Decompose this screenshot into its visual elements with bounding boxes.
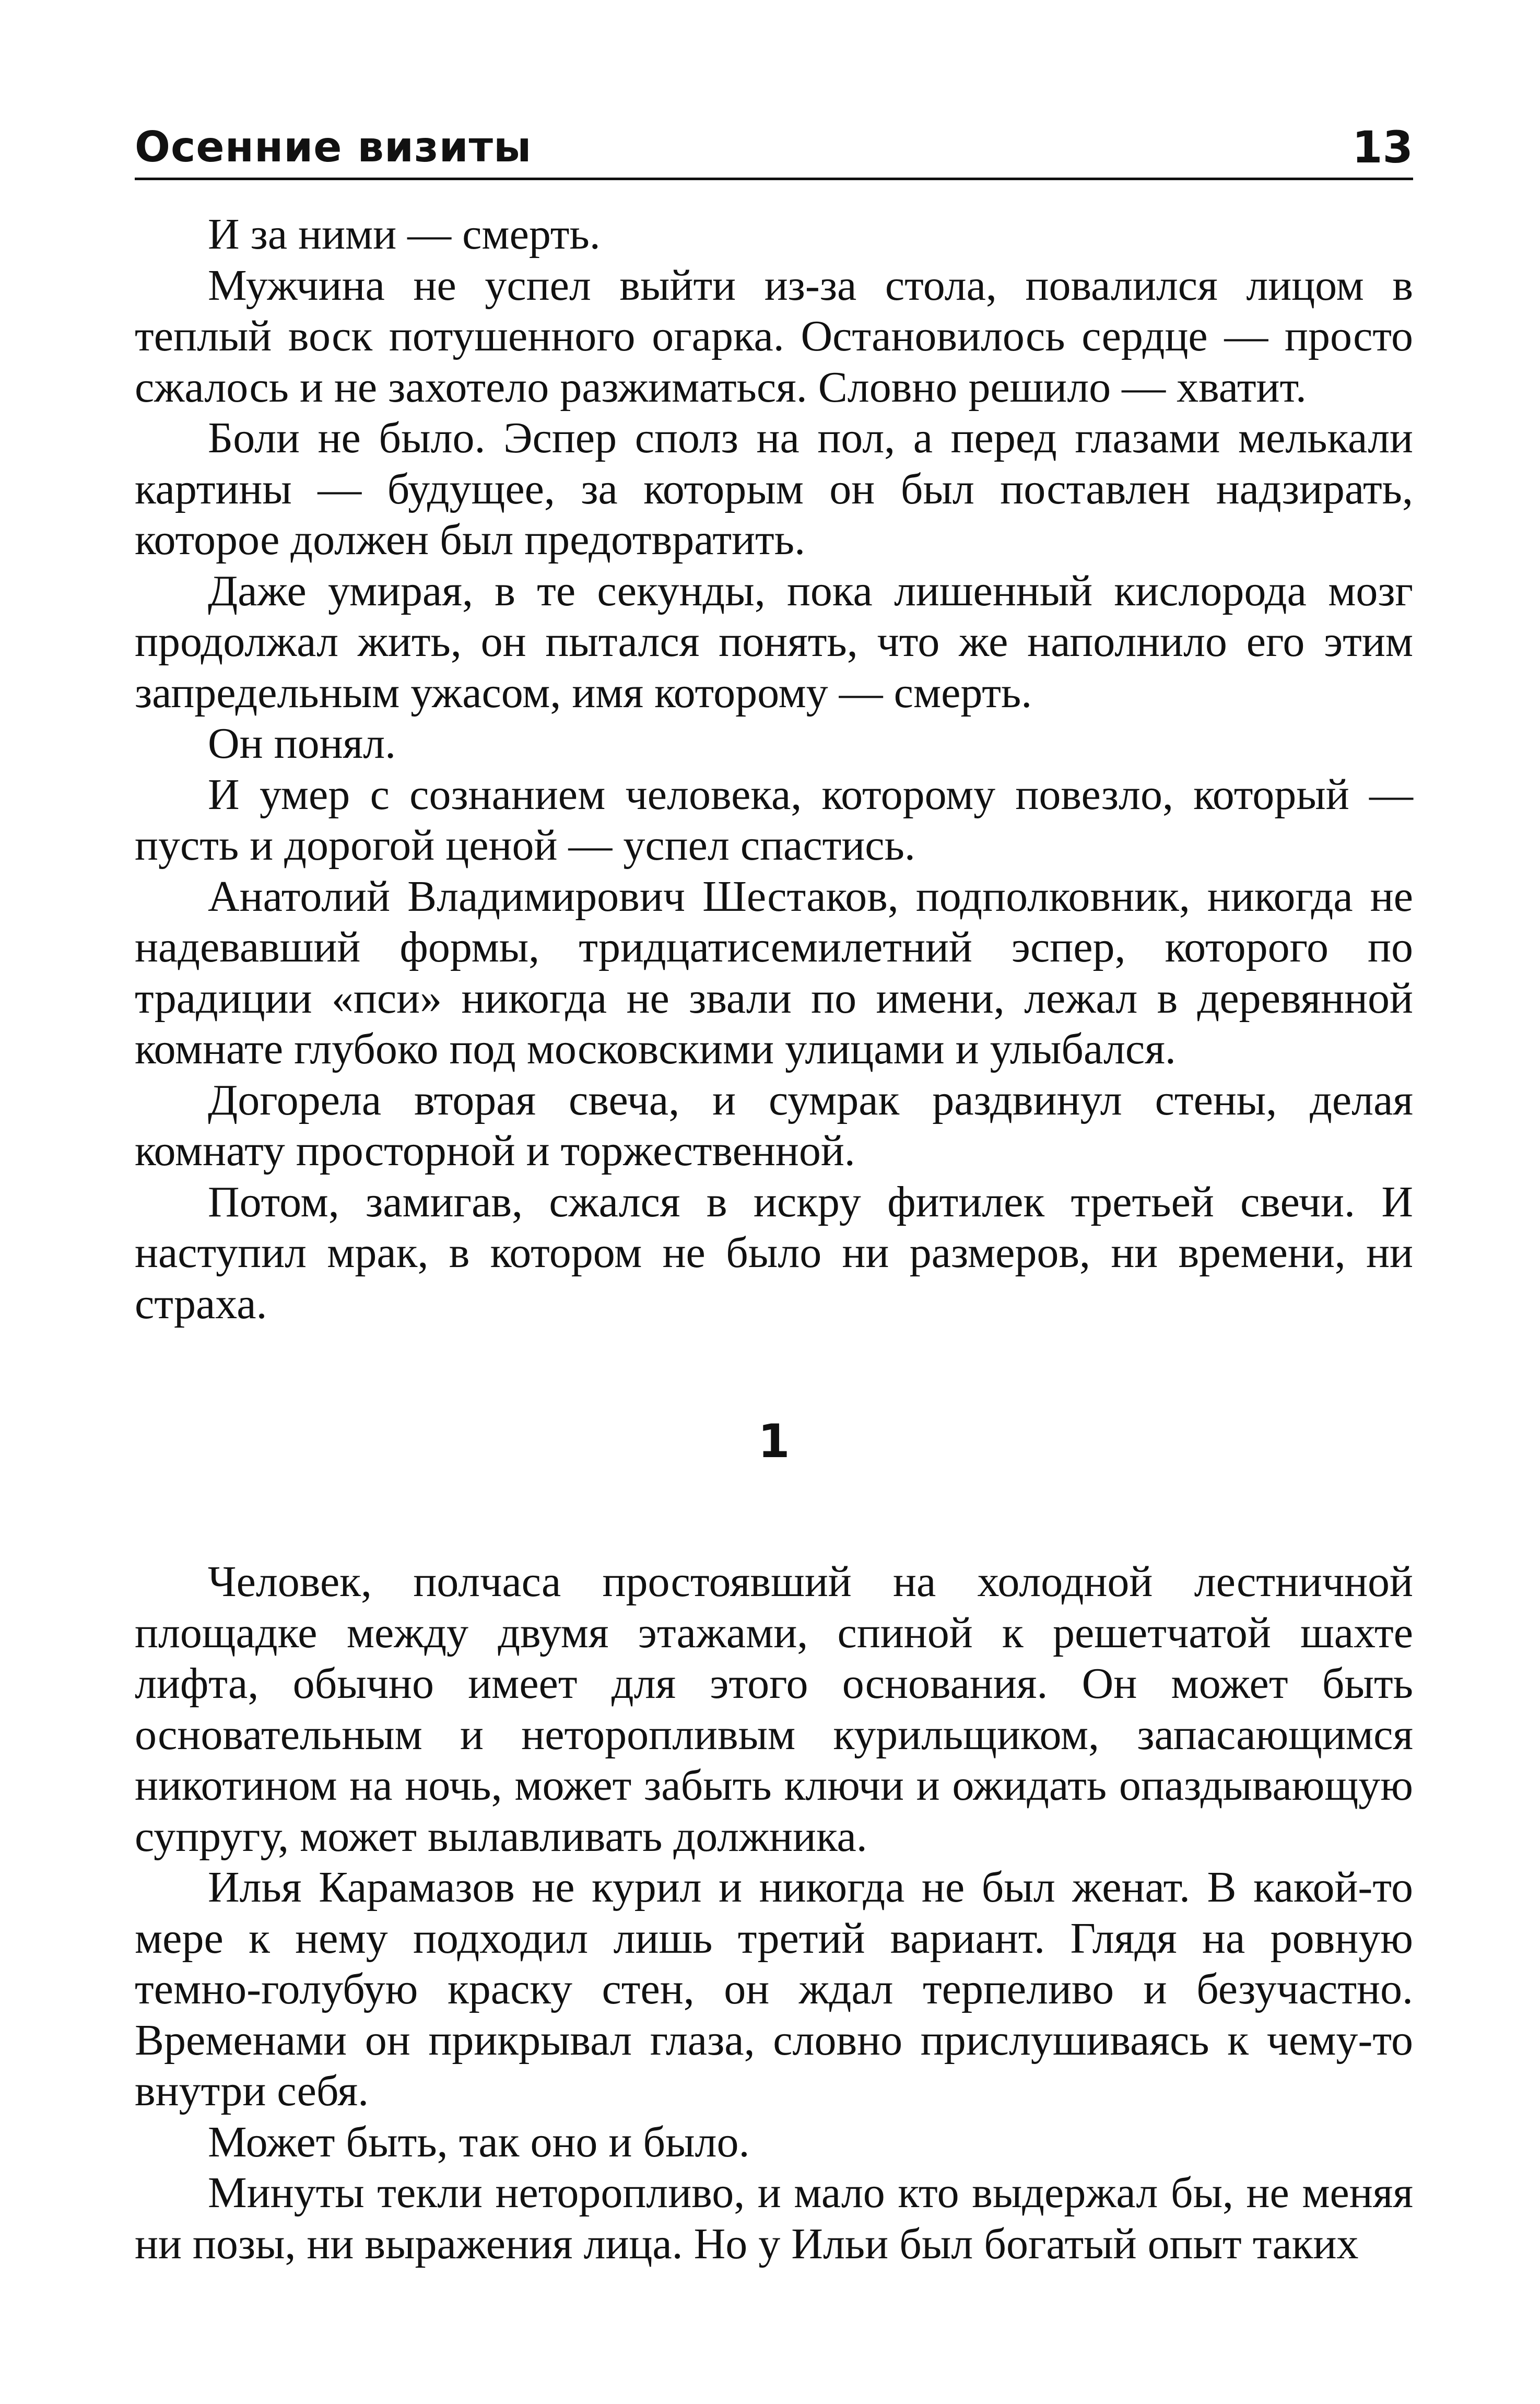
page-header — [135, 104, 1413, 178]
paragraph: Догорела вторая свеча, и сумрак раздвинул стены, делая комнату просторной и торжественной. — [135, 1075, 1413, 1175]
paragraph: Даже умирая, в те секунды, пока лишенный кислорода мозг продолжал жить, он пытался понять, что же наполнило его этим запредельным ужасом, имя которому — смерть. — [135, 566, 1413, 717]
paragraph: Анатолий Владимирович Шестаков, подполковник, никогда не надевавший формы, тридцатисемилетний эспер, которого по традиции «пси» никогда не звали по имени, лежал в деревянной комнате глубоко под московскими улицами и улыбался. — [135, 872, 1413, 1073]
book-page — [135, 104, 1413, 2268]
chapter-number: 1 — [758, 1414, 790, 1468]
paragraph: Потом, замигав, сжался в искру фитилек третьей свечи. И наступил мрак, в котором не было ни размеров, ни времени, ни страха. — [135, 1177, 1413, 1328]
section-one-text — [135, 209, 1413, 1329]
paragraph: И умер с сознанием человека, которому повезло, который — пусть и дорогой ценой — успел спастись. — [135, 770, 1413, 870]
section-two-text — [135, 1556, 1413, 2269]
paragraph: И за ними — смерть. — [208, 210, 601, 259]
paragraph: Боли не было. Эспер сполз на пол, а перед глазами мелькали картины — будущее, за которым он был поставлен надзирать, которое должен был предотвратить. — [135, 414, 1413, 564]
paragraph: Он понял. — [208, 719, 396, 768]
paragraph: Человек, полчаса простоявший на холодной лестничной площадке между двумя этажами, спиной к решетчатой шахте лифта, обычно имеет для этого основания. Он может быть основательным и неторопливым курильщиком, запасающимся никотином на ночь, может забыть ключи и ожидать опаздывающую супругу, может вылавливать должника. — [135, 1557, 1413, 1861]
paragraph: Илья Карамазов не курил и никогда не был женат. В какой-то мере к нему подходил лишь третий вариант. Глядя на ровную темно-голубую краску стен, он ждал терпеливо и безучастно. Временами он прикрывал глаза, словно прислушиваясь к чему-то внутри себя. — [135, 1863, 1413, 2115]
paragraph: Минуты текли неторопливо, и мало кто выдержал бы, не меняя ни позы, ни выражения лица. Но у Ильи был богатый опыт таких — [135, 2168, 1413, 2268]
page-number: 13 — [1352, 122, 1413, 173]
running-title: Осенние визиты — [135, 123, 532, 171]
header-rule — [135, 178, 1413, 180]
paragraph: Мужчина не успел выйти из-за стола, повалился лицом в теплый воск потушенного огарка. Остановилось сердце — просто сжалось и не захотело разжиматься. Словно решило — хватит. — [135, 261, 1413, 412]
paragraph: Может быть, так оно и было. — [208, 2117, 750, 2166]
